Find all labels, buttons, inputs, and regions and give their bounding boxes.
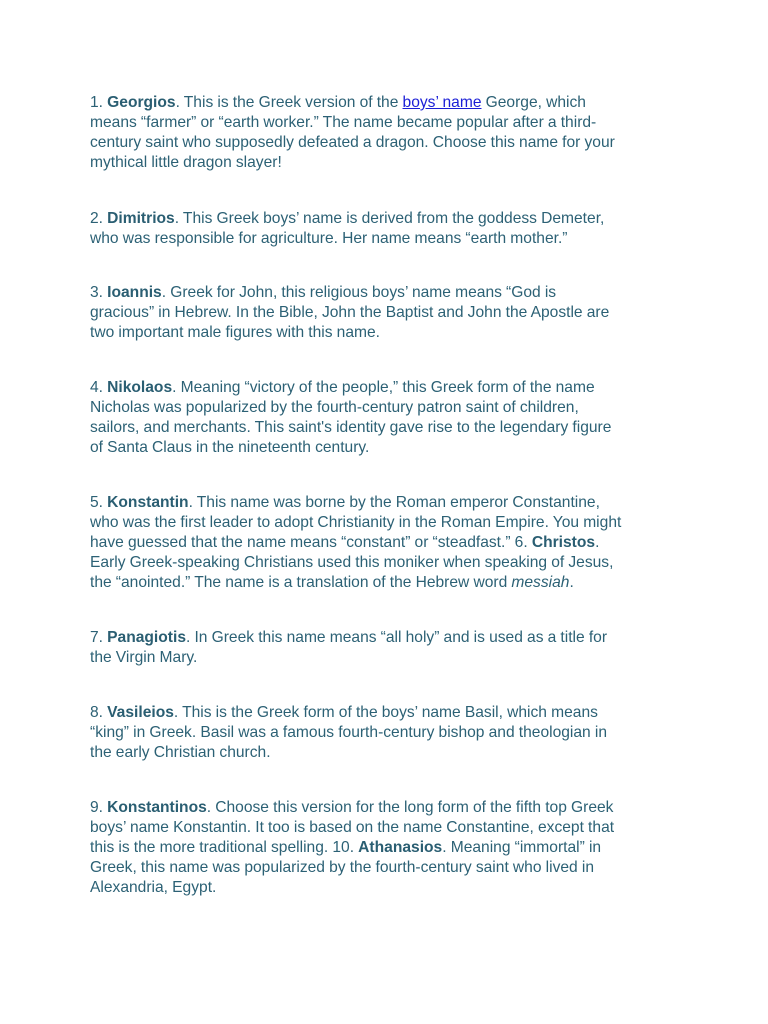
entry-number: 5. [90, 494, 108, 511]
entry-text: . Meaning “victory of the people,” this Greek form of the name Nicholas was popularized by the fourth-century patron saint of children, sailors, and merchants. This saint's identity gave rise to the legendary figure of Santa Claus in the nineteenth century. [90, 379, 612, 456]
entry-number: 8. [90, 704, 108, 721]
entry-text: . This is the Greek version of the [175, 94, 403, 111]
emphasis-word: messiah [511, 574, 570, 591]
entry-number: 2. [90, 210, 108, 227]
entry-name: Athanasios [358, 839, 443, 856]
entry-number: 3. [90, 284, 108, 301]
entry-text: . Early Greek-speaking Christians used this moniker when speaking of Jesus, the “anointed.” The name is a translation of the Hebrew word [90, 534, 614, 591]
entry-name: Konstantinos [107, 799, 207, 816]
entry-number: 9. [90, 799, 108, 816]
entry-name: Panagiotis [107, 629, 186, 646]
entry-number: 1. [90, 94, 108, 111]
entry-text: . Meaning “immortal” in Greek, this name was popularized by the fourth-century saint who lived in Alexandria, Egypt. [90, 839, 602, 896]
boys-name-link[interactable]: boys’ name [402, 94, 482, 111]
entry-number: 7. [90, 629, 108, 646]
entry-ioannis [90, 283, 690, 343]
entry-panagiotis [90, 628, 690, 668]
entry-text: . Choose this version for the long form of the fifth top Greek boys’ name Konstantin. It too is based on the name Constantine, except that this is the more traditional spelling. 10. [90, 799, 615, 856]
entry-text: George, which means “farmer” or “earth worker.” The name became popular after a third- century saint who supposedly defeated a dragon. Choose this name for your mythical little dragon slayer! [90, 94, 615, 171]
entry-name: Dimitrios [107, 210, 175, 227]
entry-text: . This name was borne by the Roman emperor Constantine, who was the first leader to adopt Christianity in the Roman Empire. You might have guessed that the name means “constant” or “steadfast.” 6. [90, 494, 622, 551]
entry-name: Ioannis [107, 284, 162, 301]
entry-name: Georgios [107, 94, 176, 111]
entry-name: Christos [531, 534, 596, 551]
entry-name: Konstantin [107, 494, 189, 511]
entry-text: . This Greek boys’ name is derived from the goddess Demeter, who was responsible for agriculture. Her name means “earth mother.” [90, 210, 605, 247]
entry-number: 4. [90, 379, 108, 396]
entry-text: . In Greek this name means “all holy” and is used as a title for the Virgin Mary. [90, 629, 608, 666]
entry-vasileios [90, 703, 690, 763]
entry-name: Vasileios [107, 704, 174, 721]
entry-text: . Greek for John, this religious boys’ name means “God is gracious” in Hebrew. In the Bible, John the Baptist and John the Apostle are two important male figures with this name. [90, 284, 610, 341]
entry-text: . This is the Greek form of the boys’ name Basil, which means “king” in Greek. Basil was a famous fourth-century bishop and theologian in the early Christian church. [90, 704, 608, 761]
entry-konstantinos-athanasios [90, 798, 690, 898]
entry-nikolaos [90, 378, 690, 458]
entry-dimitrios [90, 209, 690, 249]
entry-name: Nikolaos [107, 379, 173, 396]
entry-georgios [90, 93, 690, 173]
entry-text: . [569, 574, 574, 591]
entry-konstantin-christos [90, 493, 690, 593]
